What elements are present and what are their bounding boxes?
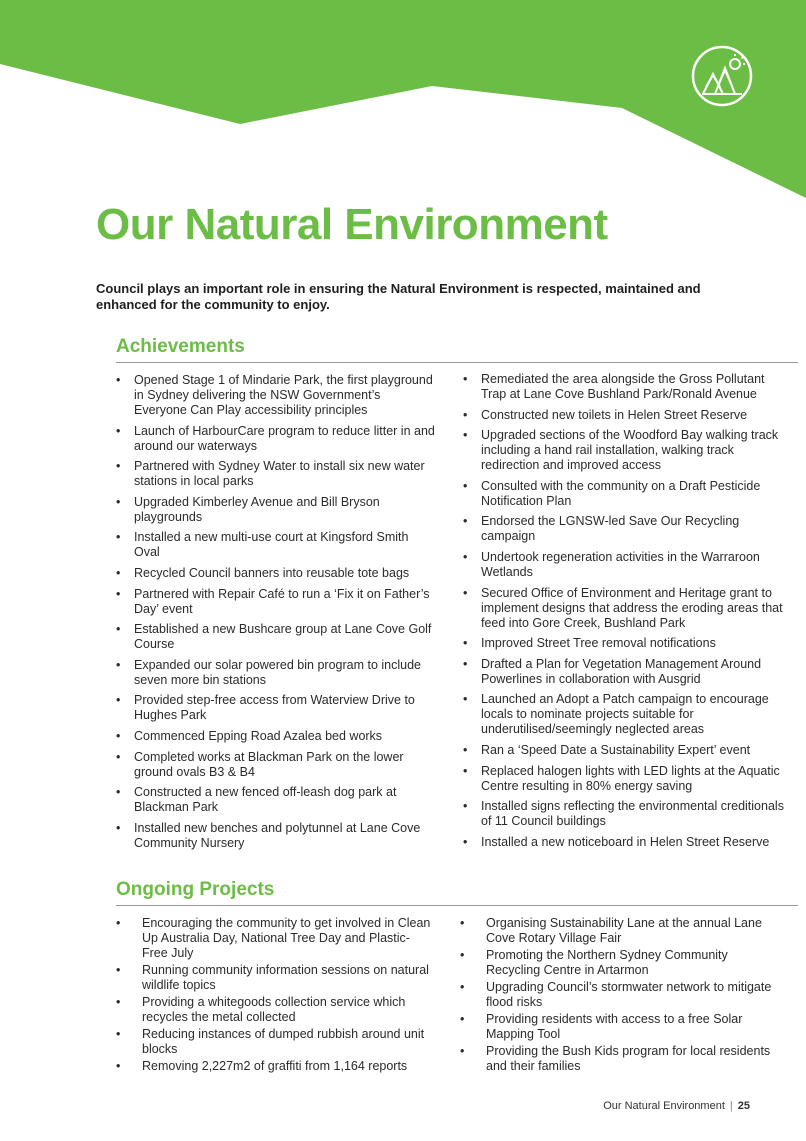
list-item: • Provided step-free access from Waterview Drive to Hughes Park bbox=[116, 693, 436, 723]
list-item: • Partnered with Sydney Water to install six new water stations in local parks bbox=[116, 459, 436, 489]
list-item: • Expanded our solar powered bin program to include seven more bin stations bbox=[116, 658, 436, 688]
list-item: • Commenced Epping Road Azalea bed works bbox=[116, 729, 436, 744]
list-item: • Constructed new toilets in Helen Street Reserve bbox=[463, 408, 785, 423]
list-item: • Providing a whitegoods collection service which recycles the metal collected bbox=[116, 995, 434, 1025]
list-item: • Installed new benches and polytunnel at Lane Cove Community Nursery bbox=[116, 821, 436, 851]
list-item: • Launched an Adopt a Patch campaign to encourage locals to nominate projects suitable for underutilised/seemingly neglected areas bbox=[463, 692, 785, 737]
ongoing-right-list bbox=[460, 916, 776, 1076]
list-item: • Encouraging the community to get involved in Clean Up Australia Day, National Tree Day and Plastic-Free July bbox=[116, 916, 434, 961]
trees-sun-icon bbox=[690, 44, 754, 108]
ongoing-heading: Ongoing Projects bbox=[116, 879, 275, 900]
list-item: • Ran a ‘Speed Date a Sustainability Expert’ event bbox=[463, 743, 785, 758]
list-item: • Completed works at Blackman Park on the lower ground ovals B3 & B4 bbox=[116, 750, 436, 780]
header-banner bbox=[0, 0, 806, 200]
list-item: • Upgraded Kimberley Avenue and Bill Bryson playgrounds bbox=[116, 495, 436, 525]
intro-text: Council plays an important role in ensuring the Natural Environment is respected, maintained and enhanced for the community to enjoy. bbox=[96, 281, 701, 312]
list-item: • Reducing instances of dumped rubbish around unit blocks bbox=[116, 1027, 434, 1057]
page-footer bbox=[603, 1100, 750, 1112]
list-item: • Improved Street Tree removal notifications bbox=[463, 636, 785, 651]
list-item: • Recycled Council banners into reusable tote bags bbox=[116, 566, 436, 581]
list-item: • Launch of HarbourCare program to reduce litter in and around our waterways bbox=[116, 424, 436, 454]
list-item: • Consulted with the community on a Draft Pesticide Notification Plan bbox=[463, 479, 785, 509]
list-item: • Secured Office of Environment and Heritage grant to implement designs that address the eroding areas that feed into Gore Creek, Bushland Park bbox=[463, 586, 785, 631]
achievements-left-list bbox=[116, 373, 436, 856]
achievements-heading: Achievements bbox=[116, 336, 245, 357]
list-item: • Replaced halogen lights with LED lights at the Aquatic Centre resulting in 80% energy saving bbox=[463, 764, 785, 794]
list-item: • Installed a new multi-use court at Kingsford Smith Oval bbox=[116, 530, 436, 560]
list-item: • Upgrading Council’s stormwater network to mitigate flood risks bbox=[460, 980, 776, 1010]
list-item: • Undertook regeneration activities in the Warraroon Wetlands bbox=[463, 550, 785, 580]
list-item: • Remediated the area alongside the Gross Pollutant Trap at Lane Cove Bushland Park/Ronald Avenue bbox=[463, 372, 785, 402]
list-item: • Opened Stage 1 of Mindarie Park, the first playground in Sydney delivering the NSW Government’s Everyone Can Play accessibility principles bbox=[116, 373, 436, 418]
list-item: • Constructed a new fenced off-leash dog park at Blackman Park bbox=[116, 785, 436, 815]
footer-separator: | bbox=[729, 1100, 733, 1112]
list-item: • Organising Sustainability Lane at the annual Lane Cove Rotary Village Fair bbox=[460, 916, 776, 946]
ongoing-left-list bbox=[116, 916, 434, 1076]
list-item: • Running community information sessions on natural wildlife topics bbox=[116, 963, 434, 993]
list-item: • Upgraded sections of the Woodford Bay walking track including a hand rail installation, walking track redirection and improved access bbox=[463, 428, 785, 473]
ongoing-divider bbox=[116, 905, 798, 906]
footer-section: Our Natural Environment bbox=[603, 1100, 725, 1112]
achievements-divider bbox=[116, 362, 798, 363]
list-item: • Installed signs reflecting the environmental creditionals of 11 Council buildings bbox=[463, 799, 785, 829]
page-number: 25 bbox=[737, 1100, 750, 1112]
list-item: • Installed a new noticeboard in Helen Street Reserve bbox=[463, 835, 785, 850]
list-item: • Removing 2,227m2 of graffiti from 1,164 reports bbox=[116, 1059, 434, 1074]
banner-shape bbox=[0, 0, 806, 198]
list-item: • Providing residents with access to a free Solar Mapping Tool bbox=[460, 1012, 776, 1042]
list-item: • Established a new Bushcare group at Lane Cove Golf Course bbox=[116, 622, 436, 652]
achievements-right-list bbox=[463, 372, 785, 855]
page-title: Our Natural Environment bbox=[96, 200, 608, 249]
list-item: • Partnered with Repair Café to run a ‘Fix it on Father’s Day’ event bbox=[116, 587, 436, 617]
list-item: • Promoting the Northern Sydney Community Recycling Centre in Artarmon bbox=[460, 948, 776, 978]
list-item: • Endorsed the LGNSW-led Save Our Recycling campaign bbox=[463, 514, 785, 544]
list-item: • Drafted a Plan for Vegetation Management Around Powerlines in collaboration with Ausgrid bbox=[463, 657, 785, 687]
list-item: • Providing the Bush Kids program for local residents and their families bbox=[460, 1044, 776, 1074]
